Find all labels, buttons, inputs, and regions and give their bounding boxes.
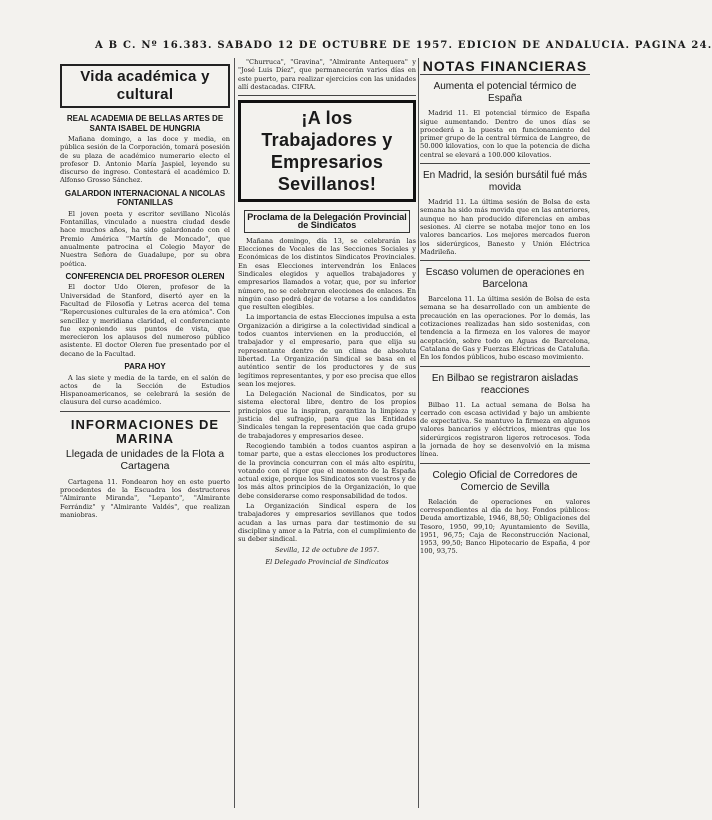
subheading-box	[244, 210, 410, 233]
article-heading: CONFERENCIA DEL PROFESOR OLEREN	[65, 271, 225, 281]
proclama-paragraph: La importancia de estas Elecciones impulsa a esta Organización a dirigirse a la colectividad sindical a todos cuantos intervienen en la producción, el trabajador y el empresario, para que elija su representante dentro de un clima de absoluta libertad. La Organización Sindical se basa en el auténtico sentir de los productores y de sus legítimos representantes, y por eso precisa que ellos sean los mejores.	[238, 313, 416, 388]
divider	[238, 95, 416, 96]
column-left	[60, 58, 230, 808]
headline: ¡A los Trabajadores y Empresarios Sevillanos!	[261, 108, 393, 195]
column-divider	[234, 58, 235, 808]
article-body: Barcelona 11. La última sesión de Bolsa de esta semana se ha desarrollado con un ambiente de precaución en las operaciones. Por lo demás, las cotizaciones realizadas han sido sostenidas, con tendencia a la firmeza en los valores de mayor aceptación, sobre todo en Aguas de Barcelona, Catalana de Gas y Fuerzas Eléctricas de Cataluña. En los fondos públicos, hubo escaso movimiento.	[420, 295, 590, 362]
article-heading: Aumenta el potencial térmico de España	[433, 81, 577, 105]
headline-box	[238, 100, 416, 202]
subheading: Proclama de la Delegación Provincial de Sindicatos	[247, 212, 407, 231]
section-title-box	[60, 64, 230, 108]
column-middle	[238, 58, 416, 808]
proclama-paragraph: Mañana domingo, día 13, se celebrarán las Elecciones de Vocales de las Secciones Sociales y Económicas de los distintos Sindicatos Provinciales. En esas Elecciones intervendrán los Enlaces Sindicales elegidos y aquellos trabajadores y empresarios llamados a votar, que, por su inferior número, no se celebraron elecciones de enlaces. En ningún caso podrá dejar de votarse a los candidatos que resulten elegibles.	[238, 236, 416, 312]
dateline: Sevilla, 12 de octubre de 1957.	[274, 546, 380, 555]
article-body: El doctor Udo Oleren, profesor de la Universidad de Stanford, disertó ayer en la Facultad de Filosofía y Letras acerca del tema "Repercusiones culturales de la era atómica". Con sencillez y meridiana claridad, el conferenciante fue exponiendo sus puntos de vista, que merecieron los aplausos del numeroso público asistente. El doctor Oleren fue presentado por el decano de la Facultad.	[60, 283, 230, 358]
article-body: Madrid 11. El potencial térmico de España sigue aumentando. Dentro de unos días se procederá a la puesta en funcionamiento del primer grupo de la central térmica de Langreo, de 50.000 kilovatios, con lo que la potencia de dicha central se elevará a 100.000 kilovatios.	[420, 109, 590, 159]
page-header: A B C. Nº 16.383. SABADO 12 DE OCTUBRE DE 1957. EDICION DE ANDALUCIA. PAGINA 24.	[95, 40, 712, 51]
article-heading: GALARDON INTERNACIONAL A NICOLAS FONTANILLAS	[64, 188, 226, 208]
proclama-paragraph: La Delegación Nacional de Sindicatos, por su sistema electoral libre, dentro de los propios principios que la inspiran, garantiza la limpieza y justicia del sufragio, para que las Entidades Sindicales tengan la representación que cada grupo de trabajadores y empresarios desee.	[238, 390, 416, 440]
article-body: Mañana domingo, a las doce y media, en pública sesión de la Corporación, tomará posesión de su plaza de académico numerario electo el profesor D. Antonio María Jaspiel, leyendo su discurso de ingreso. Contestará el académico D. Alfonso Grosso Sánchez.	[60, 135, 230, 185]
article-body: Madrid 11. La última sesión de Bolsa de esta semana ha sido más movida que en las anteriores, aunque no han producido diferencias en ambas sesiones. Al cierre se notaba mejor tono en los valores bancarios. Los mejores mercados fueron los siderúrgicos, Banesto y Unión Eléctrica Madrileña.	[420, 198, 590, 256]
article-body: Relación de operaciones en valores correspondientes al día de hoy. Fondos públicos: Deuda amortizable, 1946, 88,50; Obligaciones del Tesoro, 1950, 99,10; Ayuntamiento de Sevilla, 1951, 96,75; Caja de Reconstrucción Nacional, 1953, 99,50; Banco Hipotecario de España, 4 por 100, 93,75.	[420, 497, 590, 556]
column-divider	[418, 58, 419, 808]
article-heading: REAL ACADEMIA DE BELLAS ARTES DE SANTA ISABEL DE HUNGRIA	[66, 114, 224, 133]
divider	[420, 260, 590, 261]
article-body: Cartagena 11. Fondearon hoy en este puerto procedentes de la Escuadra los destructores "Almirante Miranda", "Lepanto", "Almirante Ferrándiz" y "Almirante Valdés", que realizan maniobras.	[60, 477, 230, 519]
divider	[420, 163, 590, 164]
proclama-paragraph: Recogiendo también a todos cuantos aspiran a tomar parte, que a estas elecciones los productores de la provincia concurran con el más alto espíritu, votando con el rigor que el momento de la España actual exige, porque los Sindicatos son vuestros y de los más altos principios de la Organización, lo que debe considerarse como responsabilidad de todos.	[238, 441, 416, 500]
proclama-paragraph: La Organización Sindical espera de los trabajadores y empresarios sevillanos que todos acudan a las urnas para dar testimonio de su disciplina y amor a la Patria, con el cumplimiento de su deber sindical.	[238, 501, 416, 544]
section-title: Vida académica y cultural	[80, 68, 210, 103]
divider	[420, 463, 590, 464]
section-title: NOTAS FINANCIERAS	[422, 58, 588, 74]
divider	[60, 411, 230, 412]
column-right	[420, 58, 590, 808]
article-body: El joven poeta y escritor sevillano Nicolás Fontanillas, vinculado a nuestra ciudad desde hace muchos años, ha sido galardonado con el Premio América "Martín de Moncado", que anualmente patrocina el Colegio Mayor de Nuestra Señora de Guadalupe, por su obra poética.	[60, 209, 230, 268]
divider	[420, 74, 590, 75]
article-heading: En Madrid, la sesión bursátil fué más movida	[423, 170, 587, 194]
article-body: A las siete y media de la tarde, en el salón de actos de la Sección de Estudios Hispanoamericanos, se celebrará la sesión de clausura del curso académico.	[60, 373, 230, 407]
article-subheading: Llegada de unidades de la Flota a Cartagena	[65, 447, 225, 472]
article-body: "Churruca", "Gravina", "Almirante Antequera" y "José Luis Díez", que permanecerán varios días en este puerto, para realizar ejercicios con las unidades allí destacadas. CIFRA.	[238, 58, 416, 91]
signature: El Delegado Provincial de Sindicatos	[265, 557, 389, 566]
article-body: Bilbao 11. La actual semana de Bolsa ha cerrado con escasa actividad y bajo un ambiente de expectativa. Se mantuvo la firmeza en algunos valores bancarios y eléctricos, mientras que los siderúrgicos registraron ligeros retrocesos. Toda la jornada de hoy se desenvolvió en la misma línea.	[420, 400, 590, 459]
article-heading: Escaso volumen de operaciones en Barcelona	[425, 267, 585, 291]
article-heading: PARA HOY	[124, 362, 166, 372]
article-heading: En Bilbao se registraron aisladas reacciones	[431, 372, 579, 396]
divider	[420, 366, 590, 367]
article-heading: Colegio Oficial de Corredores de Comercio de Sevilla	[432, 469, 578, 493]
section-heading: INFORMACIONES DE MARINA	[70, 416, 220, 446]
